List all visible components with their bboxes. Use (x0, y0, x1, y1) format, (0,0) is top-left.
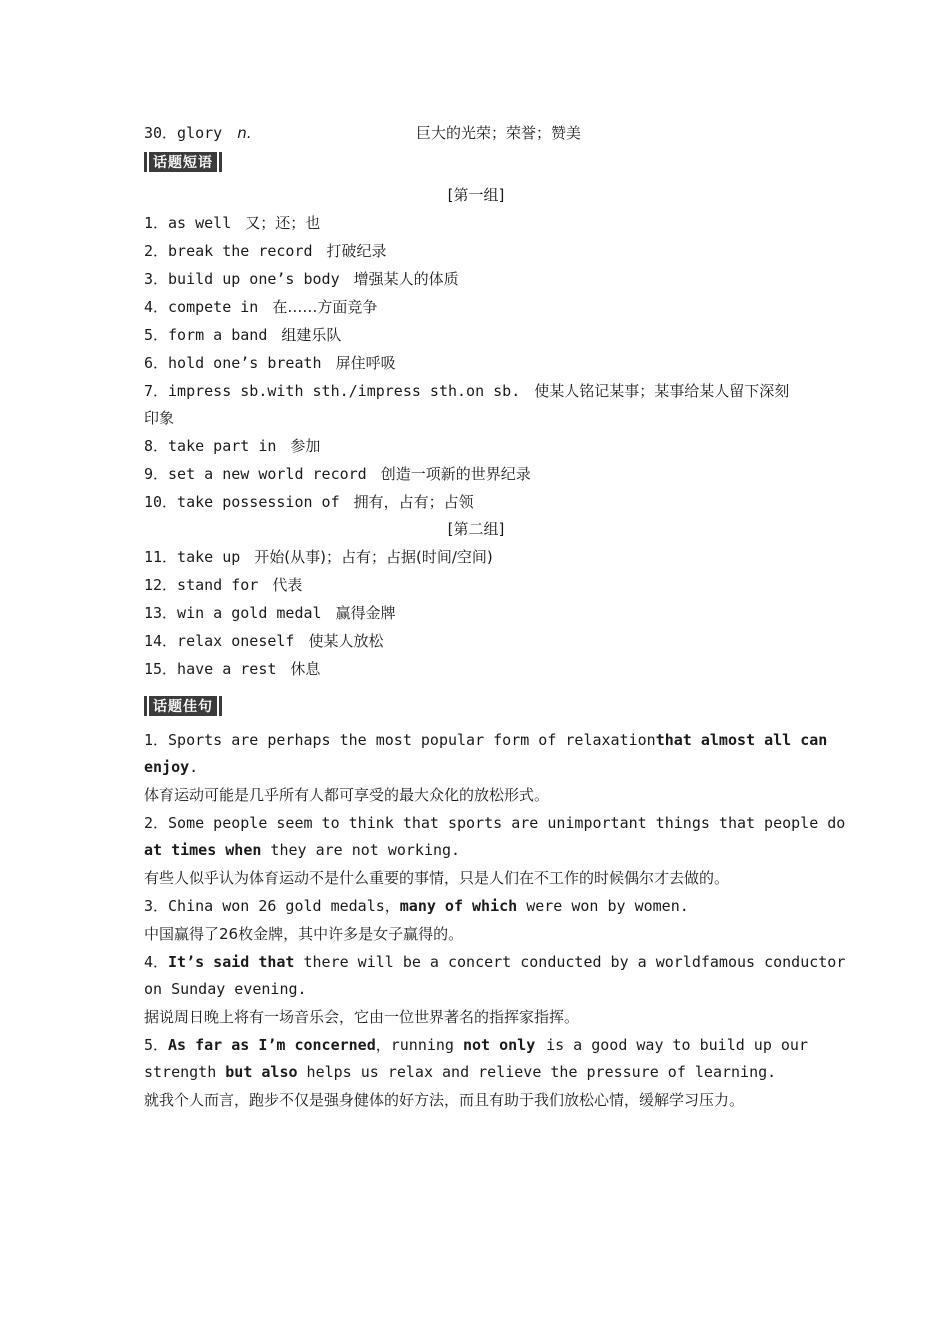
entry-word: 30．glory (144, 124, 223, 142)
sentence-4-line-2: on Sunday evening. (144, 980, 307, 998)
sentence-5-line-2: strength but also helps us relax and relieve the pressure of learning. (144, 1063, 777, 1081)
sentence-2-translation: 有些人似乎认为体育运动不是什么重要的事情，只是人们在不工作的时候偶尔才去做的。 (144, 869, 730, 887)
entry-meaning: 巨大的光荣；荣誉；赞美 (416, 124, 582, 142)
sentence-1-line-2: enjoy. (144, 758, 199, 776)
sentence-4-translation: 据说周日晚上将有一场音乐会，它由一位世界著名的指挥家指挥。 (144, 1008, 580, 1026)
sentence-5-line-1: 5．As far as I’m concerned，running not only is a good way to build up our (144, 1036, 808, 1054)
group2-label: [第二组] (447, 520, 505, 538)
phrase-item: 8．take part in 参加 (144, 437, 321, 455)
phrase-item: 9．set a new world record 创造一项新的世界纪录 (144, 465, 531, 483)
phrase-item: 3．build up one’s body 增强某人的体质 (144, 270, 459, 288)
phrase-item: 13．win a gold medal 赢得金牌 (144, 604, 396, 622)
entry-pos: n. (237, 124, 252, 142)
phrase-item: 15．have a rest 休息 (144, 660, 321, 678)
phrase-item: 4．compete in 在……方面竞争 (144, 298, 378, 316)
phrase-item-continuation: 印象 (144, 409, 175, 427)
sentence-3-translation: 中国赢得了26枚金牌，其中许多是女子赢得的。 (144, 925, 464, 943)
phrase-item: 6．hold one’s breath 屏住呼吸 (144, 354, 396, 372)
sentence-5-translation: 就我个人而言，跑步不仅是强身健体的好方法，而且有助于我们放松心情，缓解学习压力。 (144, 1091, 745, 1109)
phrase-item: 5．form a band 组建乐队 (144, 326, 342, 344)
phrase-item: 1．as well 又；还；也 (144, 214, 321, 232)
vocab-entry-30 (144, 122, 252, 144)
phrase-item: 11．take up 开始(从事)；占有；占据(时间/空间) (144, 548, 493, 566)
sentence-2-line-2: at times when they are not working. (144, 841, 461, 859)
section-tag-sentences: 话题佳句 (144, 696, 222, 716)
sentence-1-translation: 体育运动可能是几乎所有人都可享受的最大众化的放松形式。 (144, 786, 550, 804)
phrase-item: 10．take possession of 拥有，占有；占领 (144, 493, 474, 511)
phrase-item: 12．stand for 代表 (144, 576, 303, 594)
sentence-4-line-1: 4．It’s said that there will be a concert conducted by a worldfamous conductor (144, 953, 846, 971)
group1-label: [第一组] (447, 186, 505, 204)
sentence-1-line-1: 1．Sports are perhaps the most popular form of relaxation that almost all can (144, 731, 828, 749)
phrase-item: 14．relax oneself 使某人放松 (144, 632, 384, 650)
phrase-item: 2．break the record 打破纪录 (144, 242, 387, 260)
sentence-2-line-1: 2．Some people seem to think that sports are unimportant things that people do (144, 814, 846, 832)
sentence-3: 3．China won 26 gold medals，many of which were won by women. (144, 897, 689, 915)
phrase-item: 7．impress sb.with sth./impress sth.on sb. 使某人铭记某事；某事给某人留下深刻 (144, 382, 790, 400)
section-tag-phrases: 话题短语 (144, 152, 222, 172)
